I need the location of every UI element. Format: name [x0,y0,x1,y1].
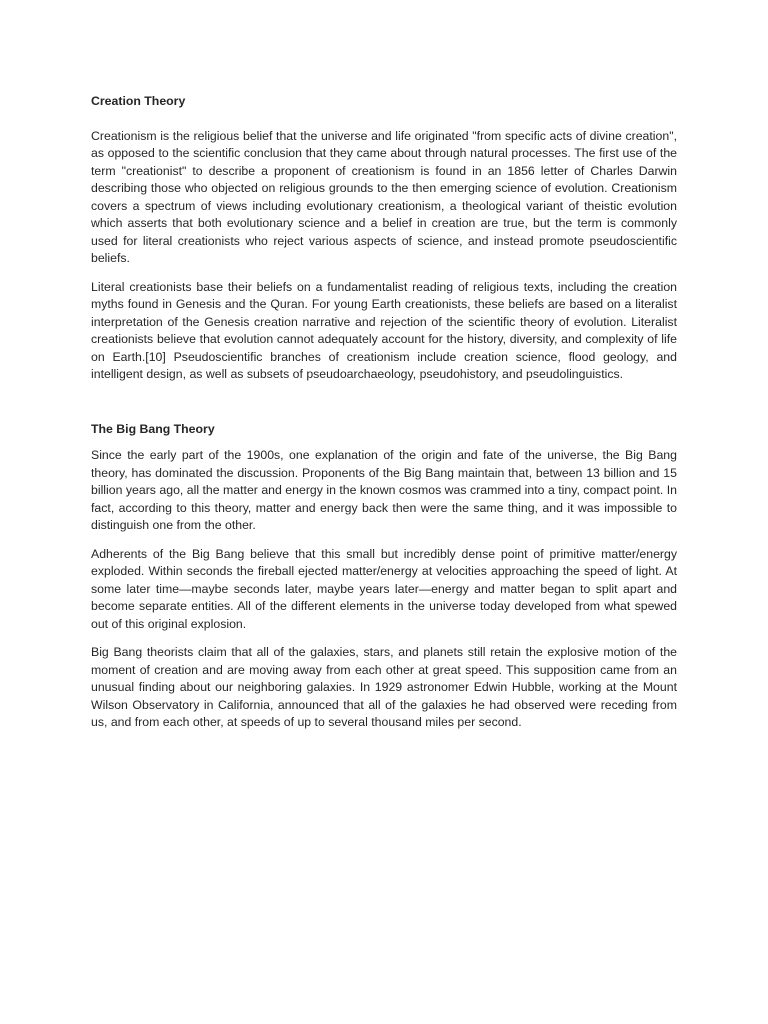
paragraph-creationism-definition: Creationism is the religious belief that the universe and life originated "from specific acts of divine creation", as opposed to the scientific conclusion that they came about through natural processes. The first use of the term "creationist" to describe a proponent of creationism is found in an 1856 letter of Charles Darwin describing those who objected on religious grounds to the then emerging science of evolution. Creationism covers a spectrum of views including evolutionary creationism, a theological variant of theistic evolution which asserts that both evolutionary science and a belief in creation are true, but the term is commonly used for literal creationists who reject various aspects of science, and instead promote pseudoscientific beliefs. [91,128,677,265]
section-title-big-bang-theory: The Big Bang Theory [91,421,215,436]
paragraph-big-bang-origin: Since the early part of the 1900s, one explanation of the origin and fate of the universe, the Big Bang theory, has dominated the discussion. Proponents of the Big Bang maintain that, between 13 billion and 15 billion years ago, all the matter and energy in the known cosmos was crammed into a tiny, compact point. In fact, according to this theory, matter and energy back then were the same thing, and it was impossible to distinguish one from the other. [91,448,677,532]
section-title-creation-theory: Creation Theory [91,94,186,108]
paragraph-big-bang-galaxies: Big Bang theorists claim that all of the galaxies, stars, and planets still retain the explosive motion of the moment of creation and are moving away from each other at great speed. This supposition came from an unusual finding about our neighboring galaxies. In 1929 astronomer Edwin Hubble, working at the Mount Wilson Observatory in California, announced that all of the galaxies he had observed were receding from us, and from each other, at speeds of up to several thousand miles per second. [91,645,677,729]
paragraph-big-bang-adherents: Adherents of the Big Bang believe that this small but incredibly dense point of primitive matter/energy exploded. Within seconds the fireball ejected matter/energy at velocities approaching the speed of light. At some later time—maybe seconds later, maybe years later—energy and matter began to split apart and become separate entities. All of the different elements in the universe today developed from what spewed out of this original explosion. [91,546,677,631]
paragraph-literal-creationists: Literal creationists base their beliefs on a fundamentalist reading of religious texts, including the creation myths found in Genesis and the Quran. For young Earth creationists, these beliefs are based on a literalist interpretation of the Genesis creation narrative and rejection of the scientific theory of evolution. Literalist creationists believe that evolution cannot adequately account for the history, diversity, and complexity of life on Earth.[10] Pseudoscientific branches of creationism include creation science, flood geology, and intelligent design, as well as subsets of pseudoarchaeology, pseudohistory, and pseudolinguistics. [91,279,677,381]
document-page [91,93,677,732]
